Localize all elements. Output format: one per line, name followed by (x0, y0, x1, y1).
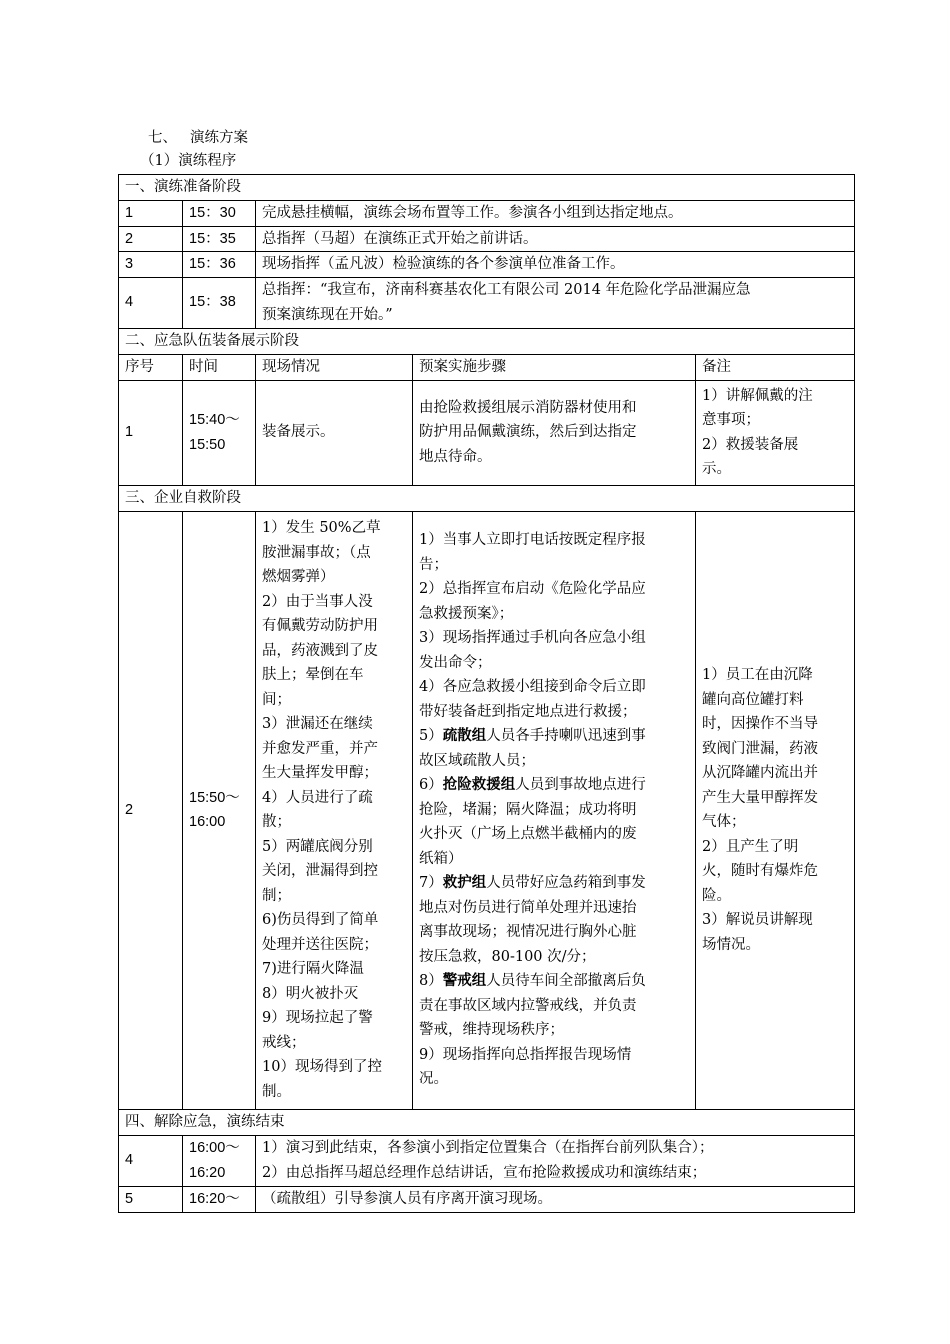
steps-line (419, 871, 689, 896)
header-time: 时间 (183, 354, 256, 380)
steps-line: 离事故现场；视情况进行胸外心脏 (419, 924, 637, 941)
stage-row (119, 328, 855, 354)
row-content (256, 277, 855, 328)
row-number: 4 (119, 1135, 183, 1186)
steps-line (419, 724, 689, 749)
team-name-cordon: 警戒组 (442, 972, 487, 990)
steps-line: 责在事故区域内拉警戒线，并负责 (419, 997, 637, 1014)
situation-line: 肤上；晕倒在车 (262, 667, 364, 683)
steps-line: 发出命令； (419, 654, 492, 671)
step-prefix: 7） (419, 875, 443, 892)
situation-line: 燃烟雾弹） (262, 569, 335, 585)
team-name-rescue: 抢险救援组 (442, 776, 516, 794)
situation-line: 生大量挥发甲醇； (262, 765, 378, 781)
situation-line: 4）人员进行了疏 (262, 789, 373, 806)
header-number: 序号 (119, 354, 183, 380)
time-line: 16:20 (189, 1164, 226, 1181)
situation-line: 品，药液溅到了皮 (262, 642, 378, 659)
content-line: 总指挥：“我宣布，济南科赛基农化工有限公司 2014 年危险化学品泄漏应急 (262, 282, 751, 298)
steps-line: 故区域疏散人员； (419, 752, 535, 769)
situation-line: 散； (262, 814, 291, 830)
time-line: 15:50～ (189, 789, 240, 806)
situation-line: 戒线； (262, 1034, 306, 1051)
row-time: 15：30 (183, 201, 256, 227)
step-prefix: 8） (419, 973, 443, 990)
remarks-line: 2）且产生了明 (702, 838, 799, 855)
situation-line: 处理并送往医院； (262, 936, 378, 953)
situation-line: 3）泄漏还在继续 (262, 716, 373, 732)
row-remarks (696, 511, 855, 1109)
step-text: 人员到事故地点进行 (515, 777, 646, 794)
remarks-line: 从沉降罐内流出并 (702, 765, 818, 781)
row-number: 4 (119, 277, 183, 328)
remarks-line: 示。 (702, 461, 731, 477)
table-row (119, 252, 855, 278)
situation-line: 6)伤员得到了简单 (262, 912, 379, 928)
table-row (119, 511, 855, 1109)
row-number: 1 (119, 380, 183, 485)
time-line: 15:40～ (189, 412, 240, 428)
situation-line: 8）明火被扑灭 (262, 985, 359, 1002)
row-time (183, 1135, 256, 1186)
step-text: 人员各手持喇叭迅速到事 (486, 728, 646, 745)
situation-line: 7)进行隔火降温 (262, 961, 364, 977)
row-number: 2 (119, 511, 183, 1109)
steps-line: 纸箱） (419, 850, 463, 867)
header-steps: 预案实施步骤 (413, 354, 696, 380)
situation-line: 制； (262, 887, 291, 904)
row-content: 完成悬挂横幅，演练会场布置等工作。参演各小组到达指定地点。 (256, 201, 855, 227)
row-number: 3 (119, 252, 183, 278)
steps-line: 警戒，维持现场秩序； (419, 1022, 564, 1039)
content-line: 1）演习到此结束，各参演小到指定位置集合（在指挥台前列队集合）； (262, 1140, 714, 1156)
table-row (119, 1135, 855, 1186)
section-heading (148, 128, 248, 148)
steps-line: 火扑灭（广场上点燃半截桶内的废 (419, 826, 637, 843)
situation-line: 胺泄漏事故；（点 (262, 544, 371, 561)
steps-line: 防护用品佩戴演练，然后到达指定 (419, 424, 637, 441)
remarks-line: 致阀门泄漏，药液 (702, 740, 818, 757)
steps-line: 告； (419, 556, 448, 573)
table-row (119, 226, 855, 252)
steps-line: 急救援预案》； (419, 605, 514, 622)
remarks-line: 火，随时有爆炸危 (702, 863, 818, 879)
stage-row (119, 485, 855, 511)
remarks-line: 气体； (702, 814, 746, 830)
steps-line: 况。 (419, 1071, 448, 1088)
step-text: 人员待车间全部撤离后负 (486, 973, 646, 990)
remarks-line: 1）讲解佩戴的注 (702, 387, 813, 404)
step-text: 人员带好应急药箱到事发 (486, 875, 646, 892)
situation-line: 10）现场得到了控 (262, 1059, 382, 1075)
situation-line: 2）由于当事人没 (262, 593, 373, 610)
row-time: 16:20～ (183, 1186, 256, 1212)
row-number: 1 (119, 201, 183, 227)
team-name-medical: 救护组 (442, 874, 487, 892)
stage-title: 一、演练准备阶段 (119, 175, 855, 201)
steps-line: 2）总指挥宣布启动《危险化学品应 (419, 581, 646, 598)
table-row (119, 1186, 855, 1212)
steps-line (419, 773, 689, 798)
row-steps (413, 511, 696, 1109)
situation-line: 制。 (262, 1083, 291, 1100)
section-title: 演练方案 (190, 130, 248, 146)
row-situation: 装备展示。 (256, 380, 413, 485)
row-content: 现场指挥（孟凡波）检验演练的各个参演单位准备工作。 (256, 252, 855, 278)
content-line: 预案演练现在开始。” (262, 306, 393, 323)
row-number: 2 (119, 226, 183, 252)
steps-line: 9）现场指挥向总指挥报告现场情 (419, 1046, 632, 1063)
steps-line: 抢险，堵漏；隔火降温；成功将明 (419, 801, 637, 818)
section-number: 七、 (148, 130, 177, 146)
steps-line: 4）各应急救援小组接到命令后立即 (419, 679, 646, 696)
remarks-line: 险。 (702, 887, 731, 904)
row-time: 15：35 (183, 226, 256, 252)
step-prefix: 6） (419, 777, 443, 794)
steps-line: 地点对伤员进行简单处理并迅速抬 (419, 899, 637, 916)
remarks-line: 3）解说员讲解现 (702, 912, 813, 928)
remarks-line: 意事项； (702, 412, 760, 428)
header-situation: 现场情况 (256, 354, 413, 380)
sub-heading: （1）演练程序 (140, 153, 237, 169)
step-prefix: 5） (419, 728, 443, 745)
time-line: 16:00 (189, 814, 226, 830)
steps-line: 带好装备赶到指定地点进行救援； (419, 703, 637, 720)
row-content: 总指挥（马超）在演练正式开始之前讲话。 (256, 226, 855, 252)
drill-procedure-table (118, 174, 855, 1213)
row-number: 5 (119, 1186, 183, 1212)
stage-title: 二、应急队伍装备展示阶段 (119, 328, 855, 354)
row-content (256, 1135, 855, 1186)
stage-title: 三、企业自救阶段 (119, 485, 855, 511)
time-line: 16:00～ (189, 1140, 240, 1156)
row-time: 15：38 (183, 277, 256, 328)
table-row (119, 380, 855, 485)
steps-line: 由抢险救援组展示消防器材使用和 (419, 399, 637, 416)
row-content: （疏散组）引导参演人员有序离开演习现场。 (256, 1186, 855, 1212)
situation-line: 间； (262, 691, 291, 708)
steps-line: 1）当事人立即打电话按既定程序报 (419, 532, 646, 549)
situation-line: 5）两罐底阀分别 (262, 838, 373, 855)
row-time: 15：36 (183, 252, 256, 278)
table-row (119, 201, 855, 227)
situation-line: 并愈发严重，并产 (262, 740, 378, 757)
situation-line: 1）发生 50%乙草 (262, 520, 381, 536)
situation-line: 9）现场拉起了警 (262, 1010, 373, 1026)
stage-row (119, 175, 855, 201)
time-line: 15:50 (189, 436, 226, 453)
remarks-line: 场情况。 (702, 936, 760, 953)
content-line: 2）由总指挥马超总经理作总结讲话，宣布抢险救援成功和演练结束； (262, 1164, 707, 1181)
remarks-line: 产生大量甲醇挥发 (702, 789, 818, 806)
steps-line (419, 969, 689, 994)
row-steps (413, 380, 696, 485)
remarks-line: 2）救援装备展 (702, 436, 799, 453)
row-time (183, 380, 256, 485)
steps-line: 按压急救，80-100 次/分； (419, 948, 596, 965)
header-row (119, 354, 855, 380)
steps-line: 地点待命。 (419, 448, 492, 465)
remarks-line: 1）员工在由沉降 (702, 667, 813, 683)
stage-title: 四、解除应急，演练结束 (119, 1109, 855, 1135)
remarks-line: 罐向高位罐打料 (702, 691, 804, 708)
situation-line: 有佩戴劳动防护用 (262, 618, 378, 634)
remarks-line: 时，因操作不当导 (702, 716, 818, 732)
situation-line: 关闭，泄漏得到控 (262, 863, 378, 879)
stage-row (119, 1109, 855, 1135)
row-remarks (696, 380, 855, 485)
row-situation (256, 511, 413, 1109)
table-row (119, 277, 855, 328)
steps-line: 3）现场指挥通过手机向各应急小组 (419, 630, 646, 647)
row-time (183, 511, 256, 1109)
header-remarks: 备注 (696, 354, 855, 380)
team-name-evacuation: 疏散组 (442, 727, 487, 745)
